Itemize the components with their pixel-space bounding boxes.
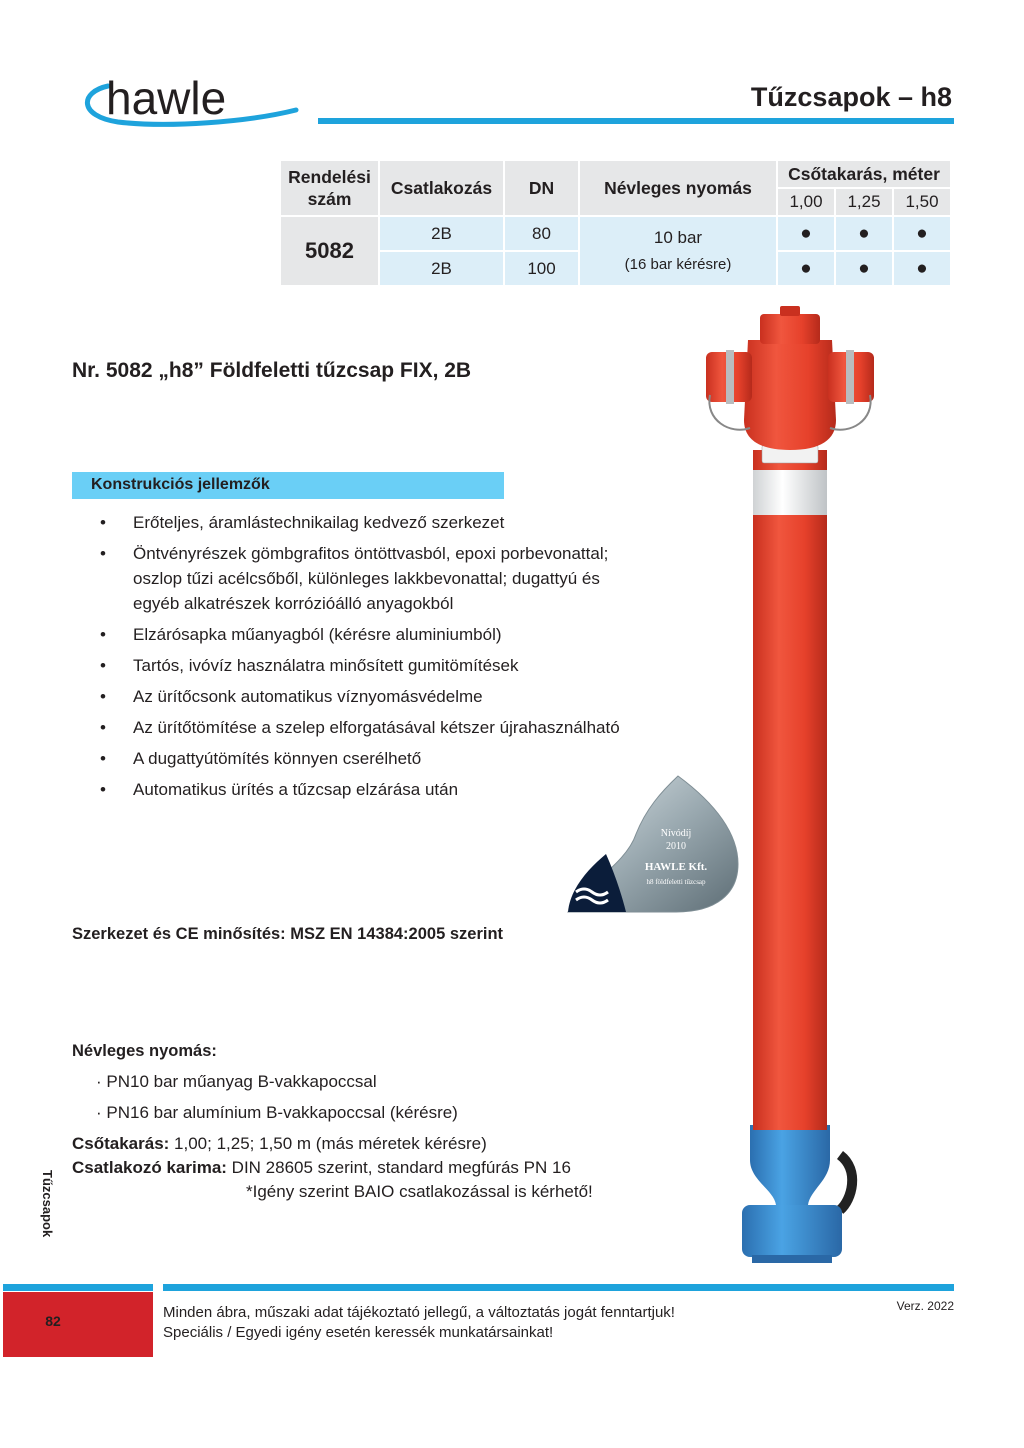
cover-label: Csőtakarás:	[72, 1134, 170, 1153]
footer-line2: Speciális / Egyedi igény esetén keressék munkatársainkat!	[163, 1324, 554, 1341]
th-order-no: Rendelési szám	[281, 161, 380, 217]
flange-value: DIN 28605 szerint, standard megfúrás PN 16	[226, 1158, 571, 1177]
nominal-pressure-item: · PN10 bar műanyag B-vakkapoccsal	[96, 1072, 377, 1091]
th-pressure: Névleges nyomás	[580, 161, 778, 217]
spec-table	[281, 161, 952, 287]
flange-line	[72, 1158, 571, 1178]
row1-mark-150: ●	[894, 217, 952, 252]
row2-mark-150: ●	[894, 252, 952, 287]
page-number: 82	[45, 1313, 61, 1329]
feature-item: • Tartós, ivóvíz használatra minősített gumitömítések	[100, 653, 640, 678]
award-line1: Nívódíj	[660, 828, 692, 839]
logo-text: hawle	[106, 72, 227, 124]
baio-note: *Igény szerint BAIO csatlakozással is kérhető!	[246, 1182, 593, 1201]
feature-list	[100, 510, 640, 808]
th-cover-150: 1,50	[894, 189, 952, 217]
th-cover-125: 1,25	[836, 189, 894, 217]
row1-mark-125: ●	[836, 217, 894, 252]
hawle-logo	[78, 70, 308, 140]
feature-item: • Öntvényrészek gömbgrafitos öntöttvasból, epoxi porbevonattal; oszlop tűzi acélcsőből, különleges lakkbevonattal; dugattyú és egyéb alkatrészek korrózióálló anyagokból	[100, 541, 623, 616]
feature-item: • A dugattyútömítés könnyen cserélhető	[100, 746, 640, 771]
product-title: Nr. 5082 „h8” Földfeletti tűzcsap FIX, 2B	[72, 359, 472, 382]
award-line2: 2010	[666, 841, 686, 852]
cover-line	[72, 1134, 487, 1154]
hydrant-image	[690, 300, 890, 1270]
pressure-note: (16 bar kérésre)	[624, 256, 732, 273]
footer-text	[163, 1303, 675, 1343]
th-connection: Csatlakozás	[380, 161, 505, 217]
feature-item: • Az ürítőcsonk automatikus víznyomásvédelme	[100, 684, 640, 709]
nominal-pressure-title: Névleges nyomás:	[72, 1042, 217, 1060]
feature-item: • Erőteljes, áramlástechnikailag kedvező szerkezet	[100, 510, 640, 535]
side-label	[37, 1170, 59, 1265]
feature-item: • Elzárósapka műanyagból (kérésre aluminiumból)	[100, 622, 640, 647]
flange-label: Csatlakozó karima:	[72, 1158, 227, 1177]
row2-mark-125: ●	[836, 252, 894, 287]
side-label-text: Tűzcsapok	[40, 1170, 55, 1238]
pressure-main: 10 bar	[653, 228, 703, 247]
feature-item: • Automatikus ürítés a tűzcsap elzárása után	[100, 777, 640, 802]
ce-rating: Szerkezet és CE minősítés: MSZ EN 14384:2005 szerint	[72, 925, 504, 943]
row2-dn: 100	[505, 252, 580, 287]
row1-connection: 2B	[380, 217, 505, 252]
footer-line1: Minden ábra, műszaki adat tájékoztató jellegű, a változtatás jogát fenntartjuk!	[163, 1304, 675, 1321]
page-title: Tűzcsapok – h8	[750, 82, 952, 112]
footer-rule-right	[163, 1284, 954, 1291]
nominal-pressure-item: · PN16 bar alumínium B-vakkapoccsal (kérésre)	[96, 1103, 458, 1122]
row1-dn: 80	[505, 217, 580, 252]
pressure-cell	[580, 217, 778, 287]
footer-rule-left	[3, 1284, 153, 1291]
award-line4: h8 földfeletti tűzcsap	[646, 878, 706, 886]
version-label: Verz. 2022	[896, 1299, 954, 1313]
th-cover: Csőtakarás, méter	[778, 161, 952, 189]
row1-mark-100: ●	[778, 217, 836, 252]
cover-value: 1,00; 1,25; 1,50 m (más méretek kérésre)	[169, 1134, 487, 1153]
row2-mark-100: ●	[778, 252, 836, 287]
order-number: 5082	[281, 217, 380, 287]
row2-connection: 2B	[380, 252, 505, 287]
award-line3: HAWLE Kft.	[644, 861, 708, 873]
section-label: Konstrukciós jellemzők	[91, 476, 270, 493]
feature-item: • Az ürítőtömítése a szelep elforgatásával kétszer újrahasználható	[100, 715, 623, 740]
header-rule	[318, 118, 954, 124]
th-dn: DN	[505, 161, 580, 217]
th-cover-100: 1,00	[778, 189, 836, 217]
